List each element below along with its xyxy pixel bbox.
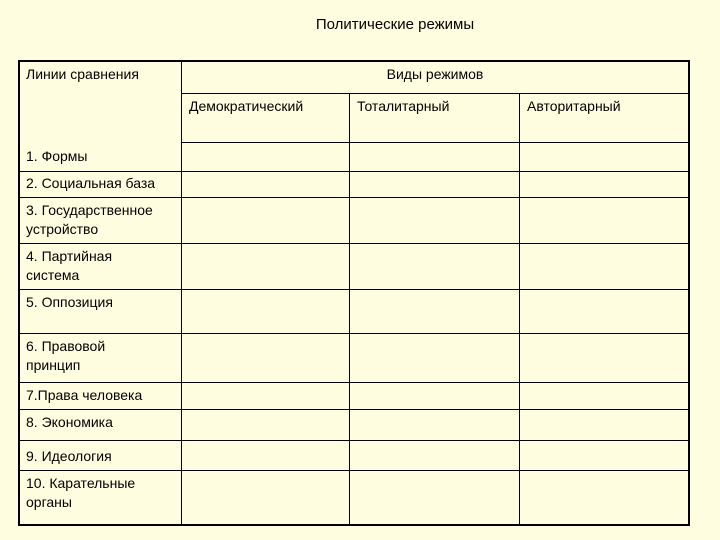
criteria-header: Линии сравнения [26,66,139,82]
row-label-punitive-organs: 10. Карательные органы [26,475,136,510]
types-header: Виды режимов [386,66,484,82]
row-label-forms: 1. Формы [26,148,88,164]
column-header-totalitarian: Тоталитарный [357,98,450,114]
row-label-state-structure: 3. Государственное устройство [26,202,153,237]
row-label-ideology: 9. Идеология [26,448,112,464]
row-label-economy: 8. Экономика [26,414,113,430]
column-header-authoritarian: Авторитарный [527,98,621,114]
row-label-opposition: 5. Оппозиция [26,294,113,310]
row-label-social-base: 2. Социальная база [26,175,156,191]
page-title: Политические режимы [315,16,475,33]
column-header-democratic: Демократический [189,98,304,114]
row-label-party-system: 4. Партийная система [26,248,113,283]
row-label-human-rights: 7.Права человека [26,387,143,403]
row-label-legal-principle: 6. Правовой принцип [26,338,106,373]
